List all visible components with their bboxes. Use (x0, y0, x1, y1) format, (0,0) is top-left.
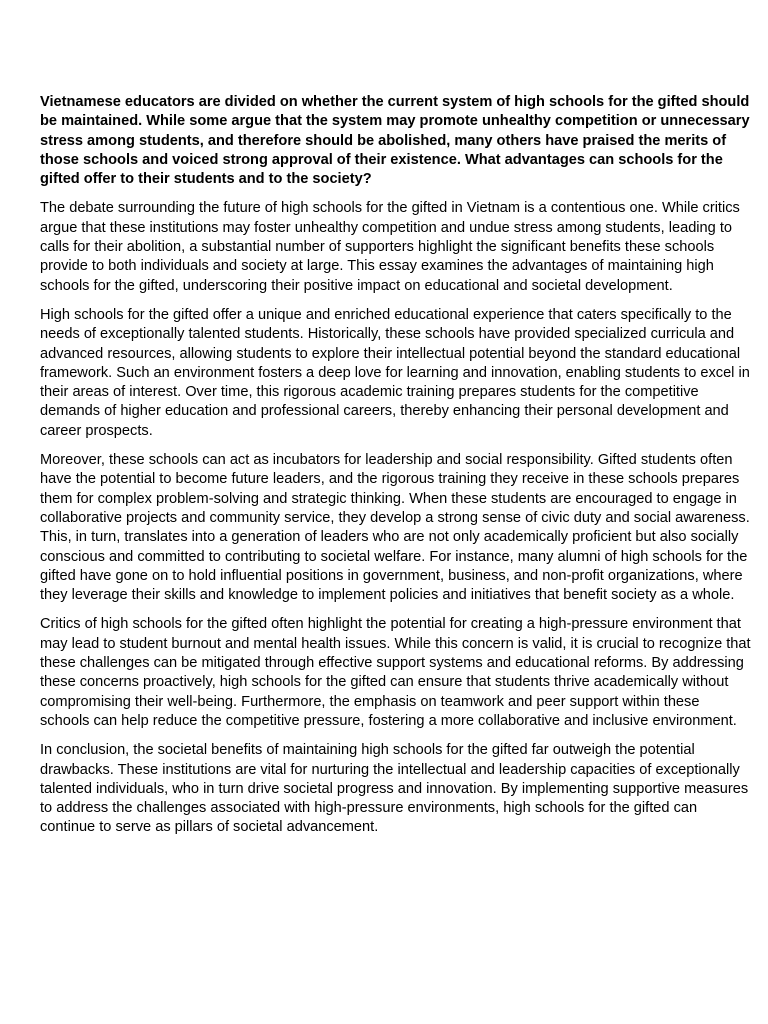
essay-body-paragraph-1: High schools for the gifted offer a unique and enriched educational experience that caters specifically to the needs of exceptionally talented students. Historically, these schools have provided specialized curricula and advanced resources, allowing students to explore their intellectual potential beyond the standard educational framework. Such an environment fosters a deep love for learning and innovation, enabling students to excel in their areas of interest. Over time, this rigorous academic training prepares students for the competitive demands of higher education and professional careers, thereby enhancing their personal development and career prospects. (40, 306, 750, 439)
essay-introduction: The debate surrounding the future of high schools for the gifted in Vietnam is a contentious one. While critics argue that these institutions may foster unhealthy competition and undue stress among students, leading to calls for their abolition, a substantial number of supporters highlight the significant benefits these schools provide to both individuals and society at large. This essay examines the advantages of maintaining high schools for the gifted, underscoring their positive impact on educational and societal development. (40, 200, 740, 294)
essay-conclusion: In conclusion, the societal benefits of maintaining high schools for the gifted far outweigh the potential drawbacks. These institutions are vital for nurturing the intellectual and leadership capacities of exceptionally talented individuals, who in turn drive societal progress and innovation. By implementing supportive measures to address the challenges associated with high-pressure environments, high schools for the gifted can continue to serve as pillars of societal advancement. (40, 742, 749, 836)
essay-body-paragraph-3: Critics of high schools for the gifted often highlight the potential for creating a high-pressure environment that may lead to student burnout and mental health issues. While this concern is valid, it is crucial to recognize that these challenges can be mitigated through effective support systems and educational reforms. By addressing these concerns proactively, high schools for the gifted can ensure that students thrive academically without compromising their well-being. Furthermore, the emphasis on teamwork and peer support within these schools can help reduce the competitive pressure, fostering a more collaborative and inclusive environment. (40, 616, 751, 729)
essay-document (40, 93, 752, 848)
essay-prompt: Vietnamese educators are divided on whether the current system of high schools for the gifted should be maintained. While some argue that the system may promote unhealthy competition or unnecessary stress among students, and therefore should be abolished, many others have praised the merits of those schools and voiced strong approval of their existence. What advantages can schools for the gifted offer to their students and to the society? (40, 94, 750, 188)
essay-body-paragraph-2: Moreover, these schools can act as incubators for leadership and social responsibility. Gifted students often have the potential to become future leaders, and the rigorous training they receive in these schools prepares them for complex problem-solving and strategic thinking. When these students are encouraged to engage in collaborative projects and community service, they develop a strong sense of civic duty and social awareness. This, in turn, translates into a generation of leaders who are not only academically proficient but also socially conscious and committed to contributing to societal welfare. For instance, many alumni of high schools for the gifted have gone on to hold influential positions in government, business, and non-profit organizations, where they leverage their skills and knowledge to implement policies and initiatives that benefit society as a whole. (40, 452, 750, 604)
